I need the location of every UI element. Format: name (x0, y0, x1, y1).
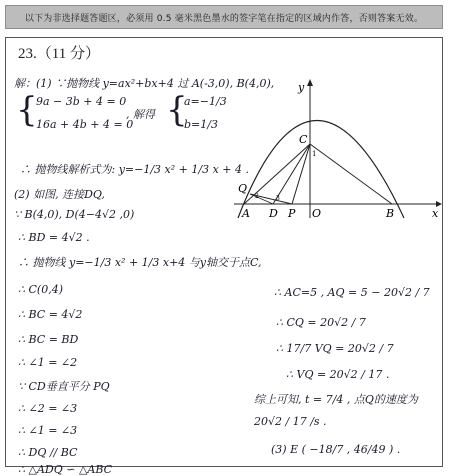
label-x: x (432, 207, 439, 220)
vq-result: ∴ VQ = 20√2 / 17 . (286, 368, 390, 381)
answer-area-notice: 以下为非选择题答题区，必须用 0.5 毫米黑色墨水的签字笔在指定的区域内作答，否则答案无效。 (5, 5, 443, 29)
parabola-expression: ∴ 抛物线解析式为: y=−1/3 x² + 1/3 x + 4 . (20, 163, 249, 176)
solution-b: b=1/3 (184, 118, 218, 131)
label-b: B (386, 207, 395, 220)
cq-value: ∴ CQ = 20√2 / 7 (276, 316, 366, 329)
answer-sheet (5, 37, 443, 476)
equation-2: 16a + 4b + 4 = 0 (36, 118, 134, 131)
angle2-equals-angle3: ∴ ∠2 = ∠3 (18, 402, 78, 415)
left-brace: { (16, 90, 38, 130)
label-p: P (288, 207, 296, 220)
parabola-figure (228, 73, 448, 223)
label-a: A (242, 207, 250, 220)
label-q: Q (238, 182, 248, 195)
label-o: O (312, 207, 322, 220)
segment-cp (292, 144, 310, 204)
part2-intro: (2) 如图, 连接DQ, (14, 188, 105, 201)
label-c: C (299, 133, 308, 146)
label-y: y (298, 81, 305, 94)
perpendicular-bisector: ∵ CD垂直平分 PQ (18, 380, 110, 393)
label-angle1: 1 (312, 150, 317, 158)
bc-equals-bd: ∴ BC = BD (18, 333, 79, 346)
parabola-y-intercept: ∴ 抛物线 y=−1/3 x² + 1/3 x+4 与y轴交于点C, (18, 256, 262, 269)
similar-triangles: ∴ △ADQ ∽ △ABC (18, 463, 113, 476)
angle1-equals-angle3: ∴ ∠1 = ∠3 (18, 424, 78, 437)
equation-1: 9a − 3b + 4 = 0 (36, 95, 127, 108)
solution-line-1: 解：(1) ∵抛物线 y=ax²+bx+4 过 A(-3,0), B(4,0), (14, 77, 275, 90)
bc-length: ∴ BC = 4√2 (18, 308, 83, 321)
ac-aq-values: ∴ AC=5 , AQ = 5 − 20√2 / 7 (274, 286, 430, 299)
point-c: ∴ C(0,4) (18, 283, 63, 296)
segment-cb (310, 144, 392, 204)
parabola-curve (238, 121, 404, 219)
conclusion-speed: 20√2 / 17 /s . (254, 415, 327, 428)
dq-parallel-bc: ∴ DQ // BC (18, 446, 78, 459)
label-angle2: 2 (255, 193, 259, 200)
label-angle3: 3 (276, 195, 280, 202)
y-axis-arrow-icon (307, 79, 313, 86)
bd-length: ∴ BD = 4√2 . (18, 231, 90, 244)
result-brace: { (166, 90, 188, 130)
solved-text: , 解得 (126, 108, 155, 121)
conclusion-t: 综上可知, t = 7/4 , 点Q的速度为 (254, 393, 418, 406)
part3-answer: (3) E ( −18/7 , 46/49 ) . (271, 443, 401, 456)
question-number: 23.（11 分） (18, 46, 100, 62)
angle1-equals-angle2: ∴ ∠1 = ∠2 (18, 356, 78, 369)
solution-a: a=−1/3 (184, 95, 227, 108)
points-bd: ∵ B(4,0), D(4−4√2 ,0) (14, 208, 135, 221)
vq-equation: ∴ 17/7 VQ = 20√2 / 7 (276, 342, 394, 355)
label-d: D (269, 207, 278, 220)
